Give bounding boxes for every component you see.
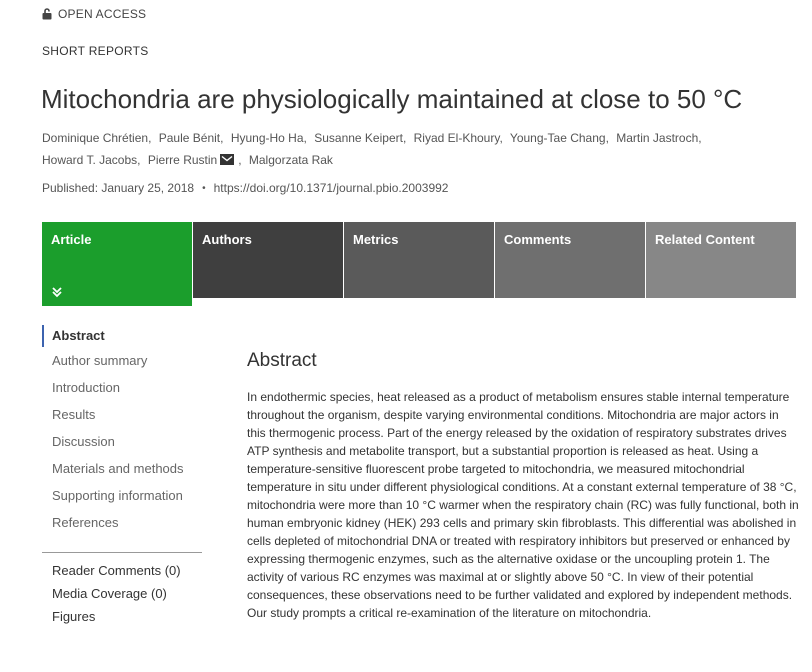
tab-label: Related Content xyxy=(655,232,755,247)
published-date: Published: January 25, 2018 xyxy=(42,181,195,195)
tab-label: Metrics xyxy=(353,232,399,247)
toc-divider xyxy=(42,552,202,553)
tab-label: Comments xyxy=(504,232,572,247)
toc-item-supporting-information[interactable]: Supporting information xyxy=(52,488,183,503)
double-chevron-down-icon xyxy=(51,286,63,298)
envelope-icon[interactable] xyxy=(220,154,234,165)
section-heading: Abstract xyxy=(247,350,317,371)
tab-authors[interactable] xyxy=(193,222,343,298)
article-content xyxy=(247,350,799,622)
author-link[interactable]: Pierre Rustin xyxy=(147,153,218,167)
tab-related-content[interactable] xyxy=(646,222,796,298)
toc-item-introduction[interactable]: Introduction xyxy=(52,380,120,395)
author-link[interactable]: Hyung-Ho Ha xyxy=(230,131,304,145)
reader-comments-link[interactable]: Reader Comments (0) xyxy=(52,563,181,578)
figures-link[interactable]: Figures xyxy=(52,609,96,624)
tab-comments[interactable] xyxy=(495,222,645,298)
author-link[interactable]: Howard T. Jacobs xyxy=(42,153,138,167)
media-coverage-link[interactable]: Media Coverage (0) xyxy=(52,586,167,601)
tab-metrics[interactable] xyxy=(344,222,494,298)
toc-item-references[interactable]: References xyxy=(52,515,119,530)
toc-item-author-summary[interactable]: Author summary xyxy=(52,353,148,368)
tab-label: Authors xyxy=(202,232,252,247)
article-tabs xyxy=(42,222,796,306)
toc-item-materials-and-methods[interactable]: Materials and methods xyxy=(52,461,184,476)
author-link[interactable]: Young-Tae Chang xyxy=(509,131,606,145)
toc-item-abstract[interactable]: Abstract xyxy=(42,325,202,347)
author-list: Dominique Chrétien, Paule Bénit, Hyung-Ho Ha, Susanne Keipert, Riyad El-Khoury, Young-Tae Chang, Martin Jastroch, Howard T. Jacobs, Pierre Rustin , Malgorzata Rak xyxy=(42,131,702,167)
author-link[interactable]: Paule Bénit xyxy=(158,131,221,145)
author-link[interactable]: Susanne Keipert xyxy=(314,131,403,145)
author-link[interactable]: Riyad El-Khoury xyxy=(413,131,500,145)
doi-link[interactable]: https://doi.org/10.1371/journal.pbio.2003992 xyxy=(213,181,449,195)
author-link[interactable]: Dominique Chrétien xyxy=(42,131,149,145)
author-link[interactable]: Malgorzata Rak xyxy=(248,153,333,167)
publication-meta xyxy=(42,181,448,195)
toc-item-results[interactable]: Results xyxy=(52,407,96,422)
tab-label: Article xyxy=(51,232,92,247)
lock-open-icon xyxy=(42,8,52,20)
article-extras xyxy=(42,559,212,628)
table-of-contents xyxy=(42,320,202,536)
open-access-badge xyxy=(42,7,146,21)
toc-item-discussion[interactable]: Discussion xyxy=(52,434,115,449)
page-title: Mitochondria are physiologically maintained at close to 50 °C xyxy=(41,84,743,114)
open-access-label: OPEN ACCESS xyxy=(58,7,147,21)
author-link[interactable]: Martin Jastroch xyxy=(616,131,699,145)
meta-separator: • xyxy=(202,182,206,194)
tab-article[interactable] xyxy=(42,222,192,306)
article-type: SHORT REPORTS xyxy=(42,44,149,58)
abstract-text: In endothermic species, heat released as a product of metabolism ensures stable internal temperature throughout the organism, despite varying environmental conditions. Mitochondria are major actors in this thermogenic process. Part of the energy released by the oxidation of respiratory substrates drives ATP synthesis and metabolite transport, but a substantial proportion is released as heat. Using a temperature-sensitive fluorescent probe targeted to mitochondria, we measured mitochondrial temperature in situ under different physiological conditions. At a constant external temperature of 38 °C, mitochondria were more than 10 °C warmer when the respiratory chain (RC) was fully functional, both in human embryonic kidney (HEK) 293 cells and primary skin fibroblasts. This differential was abolished in cells depleted of mitochondrial DNA or treated with respiratory inhibitors but preserved or enhanced by expressing thermogenic enzymes, such as the alternative oxidase or the uncoupling protein 1. The activity of various RC enzymes was maximal at or slightly above 50 °C. In view of their potential consequences, these observations need to be further validated and explored by independent methods. Our study prompts a critical re-examination of the literature on mitochondria. xyxy=(247,390,799,620)
